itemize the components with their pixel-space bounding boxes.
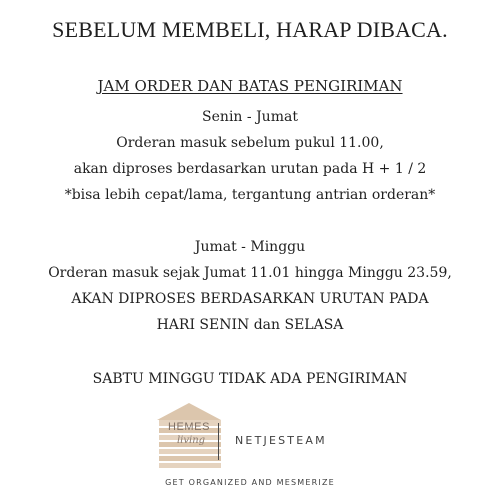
page-title: SEBELUM MEMBELI, HARAP DIBACA. (52, 17, 448, 42)
tagline: GET ORGANIZED AND MESMERIZE (165, 478, 335, 487)
weekend-days: Jumat - Minggu (194, 239, 306, 255)
house-stripes-logo-icon (154, 400, 224, 472)
weekend-line-3: HARI SENIN dan SELASA (156, 317, 344, 333)
weekday-line-3: *bisa lebih cepat/lama, tergantung antrian orderan* (64, 187, 436, 203)
weekend-line-2: AKAN DIPROSES BERDASARKAN URUTAN PADA (71, 291, 429, 307)
footer-divider (218, 423, 219, 460)
section-heading: JAM ORDER DAN BATAS PENGIRIMAN (97, 77, 403, 95)
weekday-days: Senin - Jumat (202, 109, 298, 125)
weekday-line-2: akan diproses berdasarkan urutan pada H + 1 / 2 (73, 161, 427, 177)
weekend-line-1: Orderan masuk sejak Jumat 11.01 hingga Minggu 23.59, (48, 265, 452, 281)
weekday-line-1: Orderan masuk sebelum pukul 11.00, (116, 135, 384, 151)
logo-text-script: living (176, 435, 206, 446)
shipping-notice: SABTU MINGGU TIDAK ADA PENGIRIMAN (92, 371, 408, 387)
logo-text-top: HEMES (167, 421, 211, 433)
brand-name: NETJESTEAM (235, 434, 327, 447)
weekday-info-block (0, 104, 500, 208)
weekend-info-block (0, 234, 500, 338)
